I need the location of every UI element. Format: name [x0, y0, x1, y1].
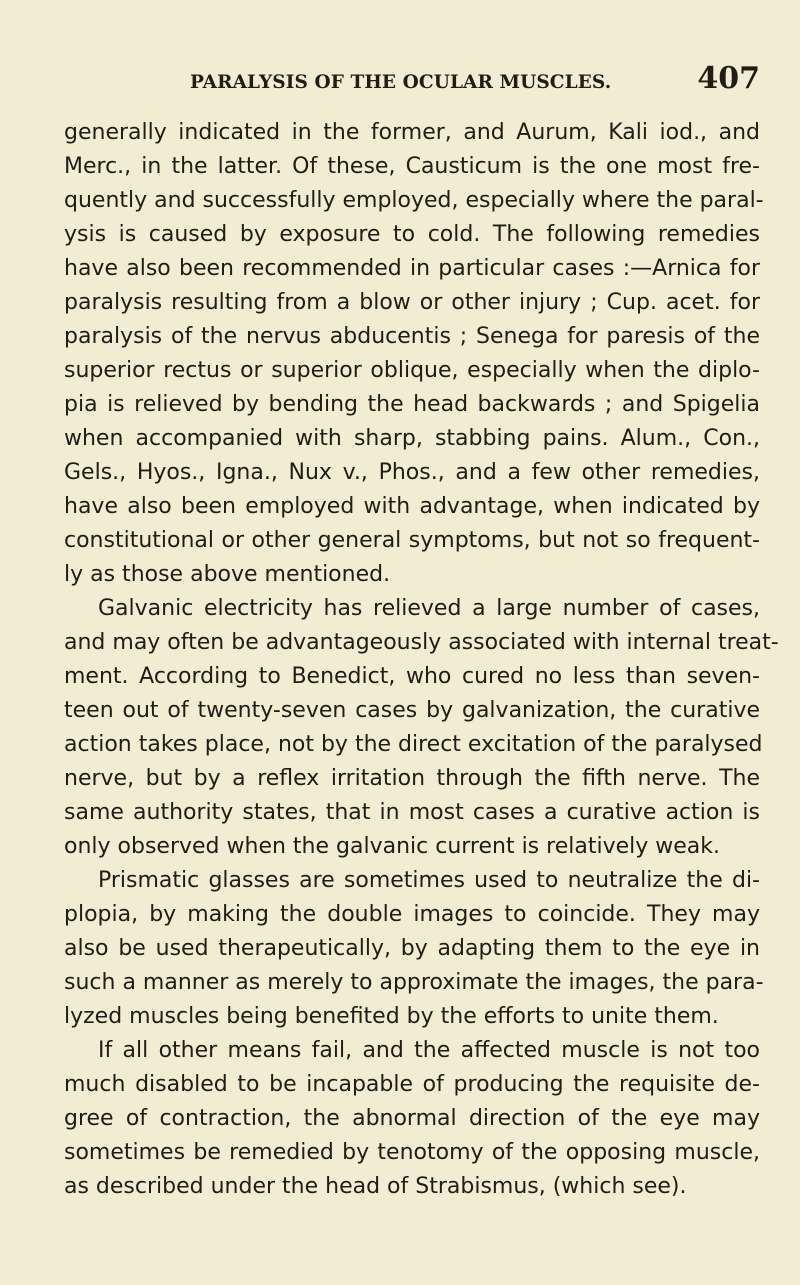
- text-line: ysis is caused by exposure to cold. The following remedies: [64, 222, 760, 247]
- text-line: Gels., Hyos., Igna., Nux v., Phos., and a few other remedies,: [64, 460, 760, 485]
- text-line: generally indicated in the former, and Aurum, Kali iod., and: [64, 120, 760, 145]
- text-line: If all other means fail, and the affected muscle is not too: [98, 1038, 760, 1063]
- body-text: [64, 116, 779, 1216]
- text-line: action takes place, not by the direct excitation of the paralysed: [64, 732, 763, 757]
- text-line: Prismatic glasses are sometimes used to neutralize the di-: [98, 868, 760, 893]
- text-line: ment. According to Benedict, who cured no less than seven-: [64, 664, 760, 689]
- text-line: paralysis resulting from a blow or other injury ; Cup. acet. for: [64, 290, 760, 315]
- text-line: lyzed muscles being benefited by the efforts to unite them.: [64, 1004, 719, 1029]
- text-line: Galvanic electricity has relieved a large number of cases,: [98, 596, 760, 621]
- text-line: gree of contraction, the abnormal direction of the eye may: [64, 1106, 760, 1131]
- text-line: paralysis of the nervus abducentis ; Senega for paresis of the: [64, 324, 760, 349]
- text-line: constitutional or other general symptoms, but not so frequent-: [64, 528, 760, 553]
- text-line: same authority states, that in most cases a curative action is: [64, 800, 760, 825]
- page-number: 407: [697, 61, 760, 96]
- text-line: quently and successfully employed, especially where the paral-: [64, 188, 764, 213]
- text-line: pia is relieved by bending the head backwards ; and Spigelia: [64, 392, 760, 417]
- text-line: superior rectus or superior oblique, especially when the diplo-: [64, 358, 760, 383]
- text-line: only observed when the galvanic current is relatively weak.: [64, 834, 720, 859]
- text-line: ly as those above mentioned.: [64, 562, 391, 587]
- running-header: [190, 61, 760, 104]
- text-line: have also been employed with advantage, when indicated by: [64, 494, 760, 519]
- text-line: have also been recommended in particular cases :—Arnica for: [64, 256, 760, 281]
- text-line: and may often be advantageously associated with internal treat-: [64, 630, 779, 655]
- text-line: such a manner as merely to approximate the images, the para-: [64, 970, 764, 995]
- text-line: also be used therapeutically, by adapting them to the eye in: [64, 936, 760, 961]
- text-line: Merc., in the latter. Of these, Causticum is the one most fre-: [64, 154, 760, 179]
- text-line: as described under the head of Strabismus, (which see).: [64, 1174, 687, 1199]
- text-line: much disabled to be incapable of producing the requisite de-: [64, 1072, 760, 1097]
- text-line: nerve, but by a reflex irritation through the fifth nerve. The: [64, 766, 760, 791]
- text-line: when accompanied with sharp, stabbing pains. Alum., Con.,: [64, 426, 760, 451]
- text-line: plopia, by making the double images to coincide. They may: [64, 902, 760, 927]
- text-line: teen out of twenty-seven cases by galvanization, the curative: [64, 698, 760, 723]
- running-title: PARALYSIS OF THE OCULAR MUSCLES.: [190, 72, 612, 93]
- text-line: sometimes be remedied by tenotomy of the opposing muscle,: [64, 1140, 760, 1165]
